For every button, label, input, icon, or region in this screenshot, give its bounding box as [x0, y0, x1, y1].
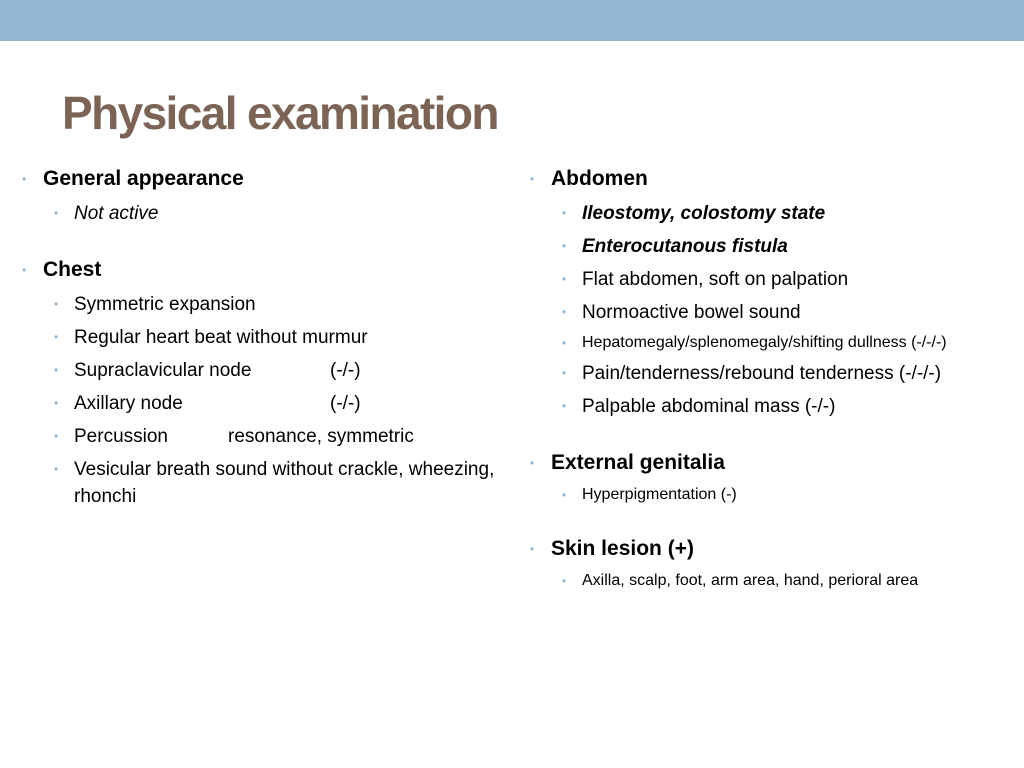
bullet-icon: •: [54, 330, 59, 344]
section-heading: Abdomen: [551, 167, 648, 190]
slide-title: Physical examination: [62, 87, 498, 139]
list-item: • Regular heart beat without murmur: [22, 324, 542, 351]
bullet-icon: •: [54, 429, 59, 443]
list-item: • Not active: [22, 200, 542, 227]
section-heading: Chest: [43, 258, 102, 281]
bullet-icon: •: [530, 542, 535, 556]
list-item: • Symmetric expansion: [22, 291, 542, 318]
bullet-icon: •: [562, 488, 567, 502]
list-item-percussion: • Percussion resonance, symmetric: [22, 423, 542, 450]
bullet-icon: •: [22, 263, 27, 277]
bullet-icon: •: [54, 396, 59, 410]
bullet-icon: •: [562, 366, 567, 380]
section-heading: General appearance: [43, 167, 244, 190]
section-abdomen: [530, 164, 1024, 194]
bullet-icon: •: [54, 363, 59, 377]
list-item: • Ileostomy, colostomy state: [530, 200, 1024, 227]
top-accent-bar: [0, 0, 1024, 41]
list-item: • Hyperpigmentation (-): [530, 484, 1024, 506]
list-item: • Flat abdomen, soft on palpation: [530, 266, 1024, 293]
bullet-icon: •: [562, 305, 567, 319]
section-heading: External genitalia: [551, 451, 725, 474]
list-item: • Enterocutanous fistula: [530, 233, 1024, 260]
bullet-icon: •: [530, 172, 535, 186]
bullet-icon: •: [562, 206, 567, 220]
bullet-icon: •: [54, 206, 59, 220]
bullet-icon: •: [54, 462, 59, 476]
section-heading: Skin lesion (+): [551, 537, 694, 560]
list-item: • Axilla, scalp, foot, arm area, hand, perioral area: [530, 570, 1024, 592]
right-column: [530, 164, 1024, 592]
left-column: [22, 164, 542, 510]
section-general-appearance: [22, 164, 542, 194]
section-external-genitalia: [530, 448, 1024, 478]
bullet-icon: •: [530, 456, 535, 470]
list-item: • Hepatomegaly/splenomegaly/shifting dullness (-/-/-): [530, 332, 1024, 354]
section-skin-lesion: [530, 534, 1024, 564]
bullet-icon: •: [22, 172, 27, 186]
list-item-axillary-node: • Axillary node (-/-): [22, 390, 542, 417]
list-item: • Normoactive bowel sound: [530, 299, 1024, 326]
list-item: • Pain/tenderness/rebound tenderness (-/-/-): [530, 360, 1024, 387]
section-chest: [22, 255, 542, 285]
list-item: • Palpable abdominal mass (-/-): [530, 393, 1024, 420]
bullet-icon: •: [562, 336, 567, 350]
bullet-icon: •: [562, 272, 567, 286]
bullet-icon: •: [562, 574, 567, 588]
bullet-icon: •: [54, 297, 59, 311]
list-item-supraclavicular-node: • Supraclavicular node (-/-): [22, 357, 542, 384]
bullet-icon: •: [562, 239, 567, 253]
bullet-icon: •: [562, 399, 567, 413]
list-item-breath-sound: • Vesicular breath sound without crackle, wheezing, rhonchi: [22, 456, 542, 510]
